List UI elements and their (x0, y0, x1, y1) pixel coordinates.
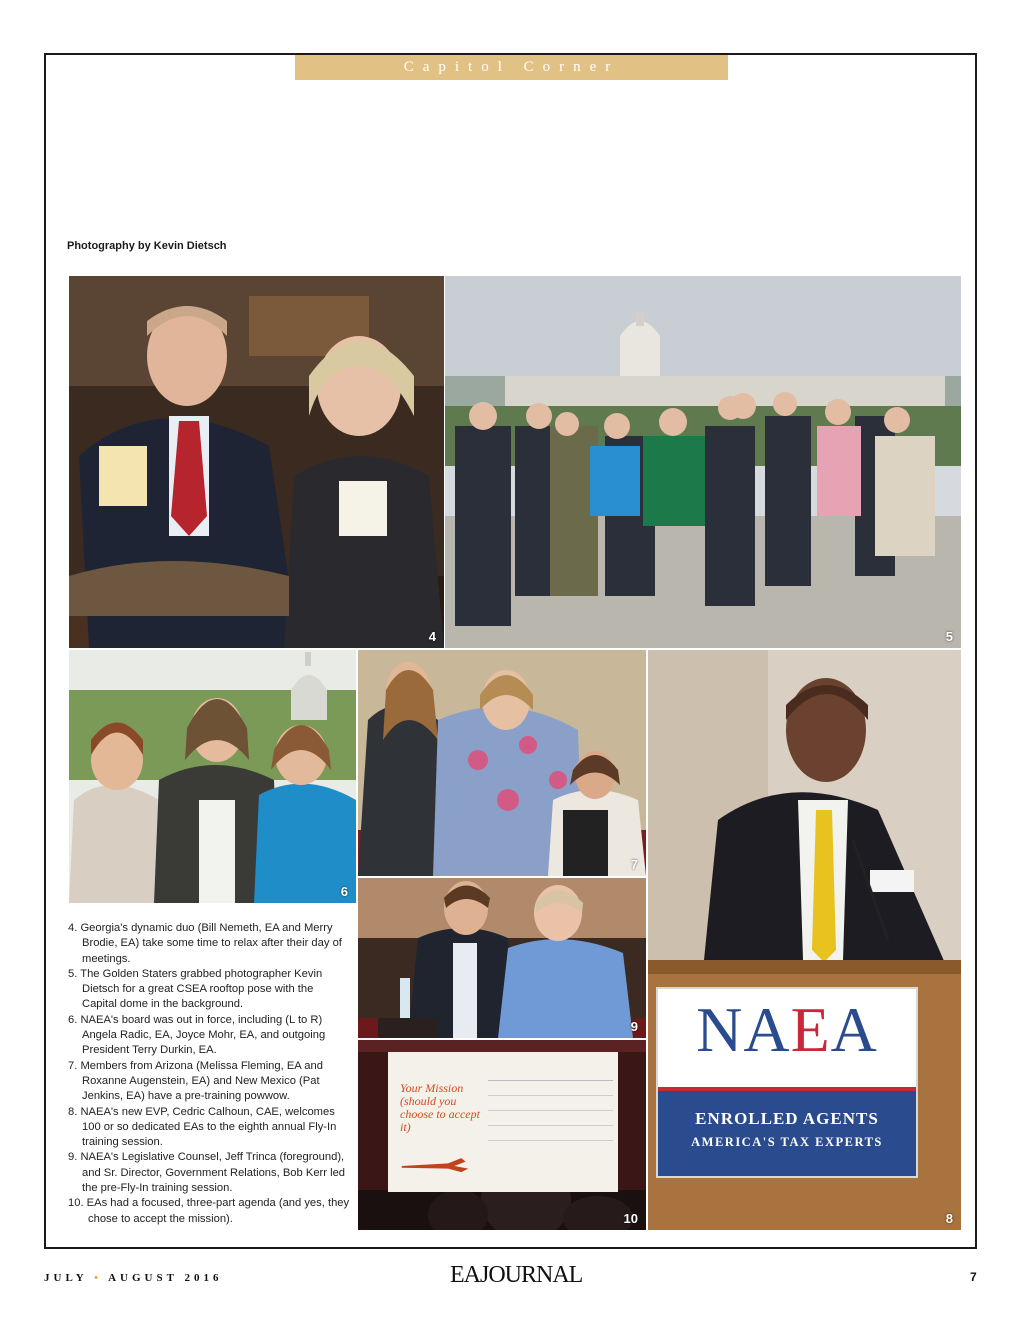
slide-title: Your Mission (should you choose to accept it) (400, 1081, 480, 1134)
caption-item: 10. EAs had a focused, three-part agenda (and yes, they chose to accept the mission). (68, 1197, 350, 1225)
photo-8 (648, 650, 961, 1230)
logo-e: E (790, 994, 831, 1065)
caption-item: 4. Georgia's dynamic duo (Bill Nemeth, EA and Merry Brodie, EA) take some time to relax after their day of meetings. (68, 922, 342, 965)
photo-9 (358, 878, 646, 1038)
photo-number: 8 (945, 1211, 953, 1226)
photo-5 (445, 276, 961, 648)
section-title: Capitol Corner (403, 59, 620, 75)
logo-na: NA (696, 994, 791, 1065)
bullet-separator: • (94, 1272, 102, 1284)
publication-logo: EAJOURNAL (450, 1262, 583, 1288)
photo-number: 4 (428, 629, 436, 644)
photo-10 (358, 1040, 646, 1230)
photo-number: 10 (623, 1211, 638, 1226)
caption-item: 9. NAEA's Legislative Counsel, Jeff Trinca (foreground), and Sr. Director, Government Relations, Bob Kerr led the pre-Fly-In training session. (68, 1151, 346, 1195)
photo-number: 7 (630, 857, 638, 872)
photo-7 (358, 650, 646, 876)
photo-4 (69, 276, 444, 648)
page-number: 7 (970, 1270, 977, 1284)
naea-logo (658, 993, 916, 1067)
band-line-2: AMERICA'S TAX EXPERTS (691, 1135, 883, 1149)
caption-item: 6. NAEA's board was out in force, including (L to R) Angela Radic, EA, Joyce Mohr, EA, and outgoing President Terry Durkin, EA. (68, 1013, 326, 1057)
naea-band (658, 1091, 916, 1176)
slide-agenda (488, 1066, 613, 1147)
band-line-1: ENROLLED AGENTS (695, 1109, 879, 1128)
caption-item: 7. Members from Arizona (Melissa Fleming, EA and Roxanne Augenstein, EA) and New Mexico (Pat Jenkins, EA) have a pre-training powwow. (68, 1059, 323, 1103)
photo-captions (68, 921, 350, 1227)
photo-credit: Photography by Kevin Dietsch (67, 240, 227, 252)
logo-a: A (830, 994, 878, 1065)
caption-item: 8. NAEA's new EVP, Cedric Calhoun, CAE, welcomes 100 or so dedicated EAs to the eighth annual Fly-In training session. (68, 1105, 337, 1149)
issue-date (44, 1272, 222, 1284)
photo-number: 6 (340, 884, 348, 899)
issue-month-1: JULY (44, 1272, 88, 1284)
photo-number: 5 (945, 629, 953, 644)
section-banner (295, 55, 728, 80)
issue-month-2: AUGUST 2016 (108, 1272, 223, 1284)
caption-item: 5. The Golden Staters grabbed photographer Kevin Dietsch for a great CSEA rooftop pose with the Capital dome in the background. (68, 967, 323, 1011)
naea-sign (656, 987, 918, 1178)
photo-number: 9 (630, 1019, 638, 1034)
photo-6 (69, 650, 356, 903)
presentation-slide (388, 1052, 618, 1192)
